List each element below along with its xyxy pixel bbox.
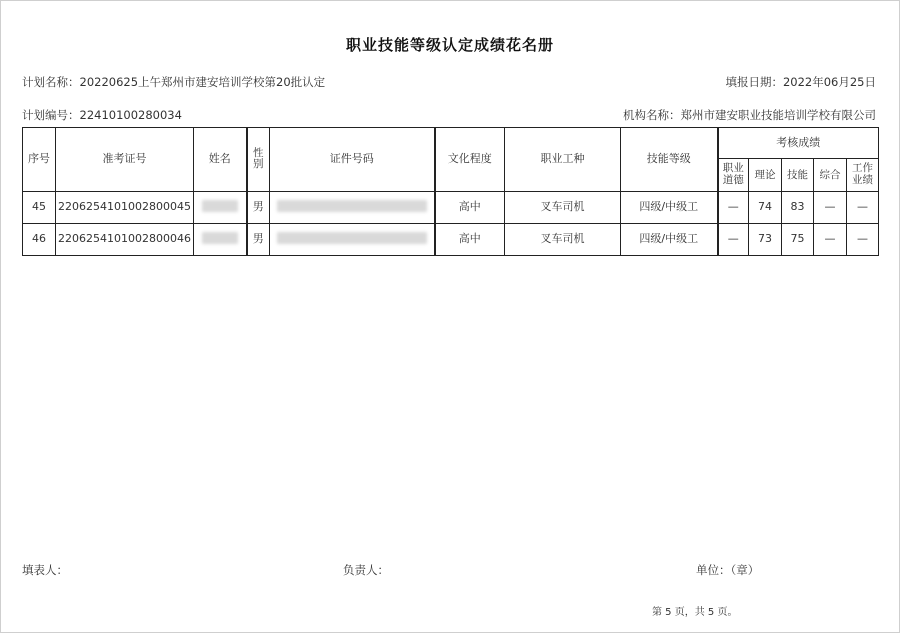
redacted-name	[202, 232, 238, 244]
cell-score-theory: 73	[749, 224, 782, 256]
organization	[623, 107, 876, 123]
pagination: 第 5 页，共 5 页。	[652, 607, 738, 618]
header-gender	[247, 128, 270, 192]
cell-level: 四级/中级工	[621, 224, 718, 256]
cell-name-redacted	[194, 224, 247, 256]
cell-gender: 男	[247, 192, 270, 224]
cell-gender: 男	[247, 224, 270, 256]
fill-date	[725, 74, 876, 90]
cell-score-comprehensive: —	[814, 224, 847, 256]
cell-score-comprehensive: —	[814, 192, 847, 224]
cell-score-ethics: —	[718, 192, 749, 224]
cell-score-skill: 83	[782, 192, 814, 224]
header-score-ethics: 职业道德	[718, 159, 749, 192]
cell-occupation: 叉车司机	[505, 192, 621, 224]
header-score-work: 工作业绩	[847, 159, 879, 192]
header-education: 文化程度	[435, 128, 505, 192]
score-roster-table	[22, 127, 879, 256]
cell-id-redacted	[270, 192, 435, 224]
cell-id-redacted	[270, 224, 435, 256]
cell-education: 高中	[435, 192, 505, 224]
header-occupation: 职业工种	[505, 128, 621, 192]
header-score-skill: 技能	[782, 159, 814, 192]
person-in-charge-label: 负责人：	[343, 563, 389, 577]
table-row	[23, 192, 879, 224]
cell-score-theory: 74	[749, 192, 782, 224]
header-score-comprehensive: 综合	[814, 159, 847, 192]
header-gender-text: 性别	[253, 146, 264, 171]
plan-number-label: 计划编号：	[22, 108, 80, 122]
cell-name-redacted	[194, 192, 247, 224]
header-scores-group: 考核成绩	[718, 128, 879, 159]
cell-seq: 46	[23, 224, 56, 256]
cell-seq: 45	[23, 192, 56, 224]
filler-label: 填表人：	[22, 563, 68, 577]
organization-label: 机构名称：	[623, 108, 681, 122]
plan-name-label: 计划名称：	[22, 75, 80, 89]
plan-name-value: 20220625上午郑州市建安培训学校第20批认定	[79, 75, 326, 89]
redacted-id	[277, 232, 427, 244]
plan-number-value: 22410100280034	[79, 108, 182, 122]
redacted-id	[277, 200, 427, 212]
header-id-no: 证件号码	[270, 128, 435, 192]
header-exam-no: 准考证号	[56, 128, 194, 192]
header-row	[23, 128, 879, 159]
cell-score-skill: 75	[782, 224, 814, 256]
cell-level: 四级/中级工	[621, 192, 718, 224]
cell-exam-no: 2206254101002800045	[56, 192, 194, 224]
unit-seal-label: 单位：（章）	[696, 563, 760, 577]
header-seq: 序号	[23, 128, 56, 192]
plan-number	[22, 107, 182, 123]
page-title: 职业技能等级认定成绩花名册	[345, 36, 554, 54]
cell-exam-no: 2206254101002800046	[56, 224, 194, 256]
header-score-theory: 理论	[749, 159, 782, 192]
cell-score-ethics: —	[718, 224, 749, 256]
cell-score-work: —	[847, 224, 879, 256]
header-name: 姓名	[194, 128, 247, 192]
fill-date-value: 2022年06月25日	[782, 75, 876, 89]
cell-score-work: —	[847, 192, 879, 224]
table-row	[23, 224, 879, 256]
cell-education: 高中	[435, 224, 505, 256]
plan-name	[22, 74, 325, 90]
header-level: 技能等级	[621, 128, 718, 192]
cell-occupation: 叉车司机	[505, 224, 621, 256]
redacted-name	[202, 200, 238, 212]
organization-value: 郑州市建安职业技能培训学校有限公司	[680, 108, 876, 122]
fill-date-label: 填报日期：	[725, 75, 783, 89]
